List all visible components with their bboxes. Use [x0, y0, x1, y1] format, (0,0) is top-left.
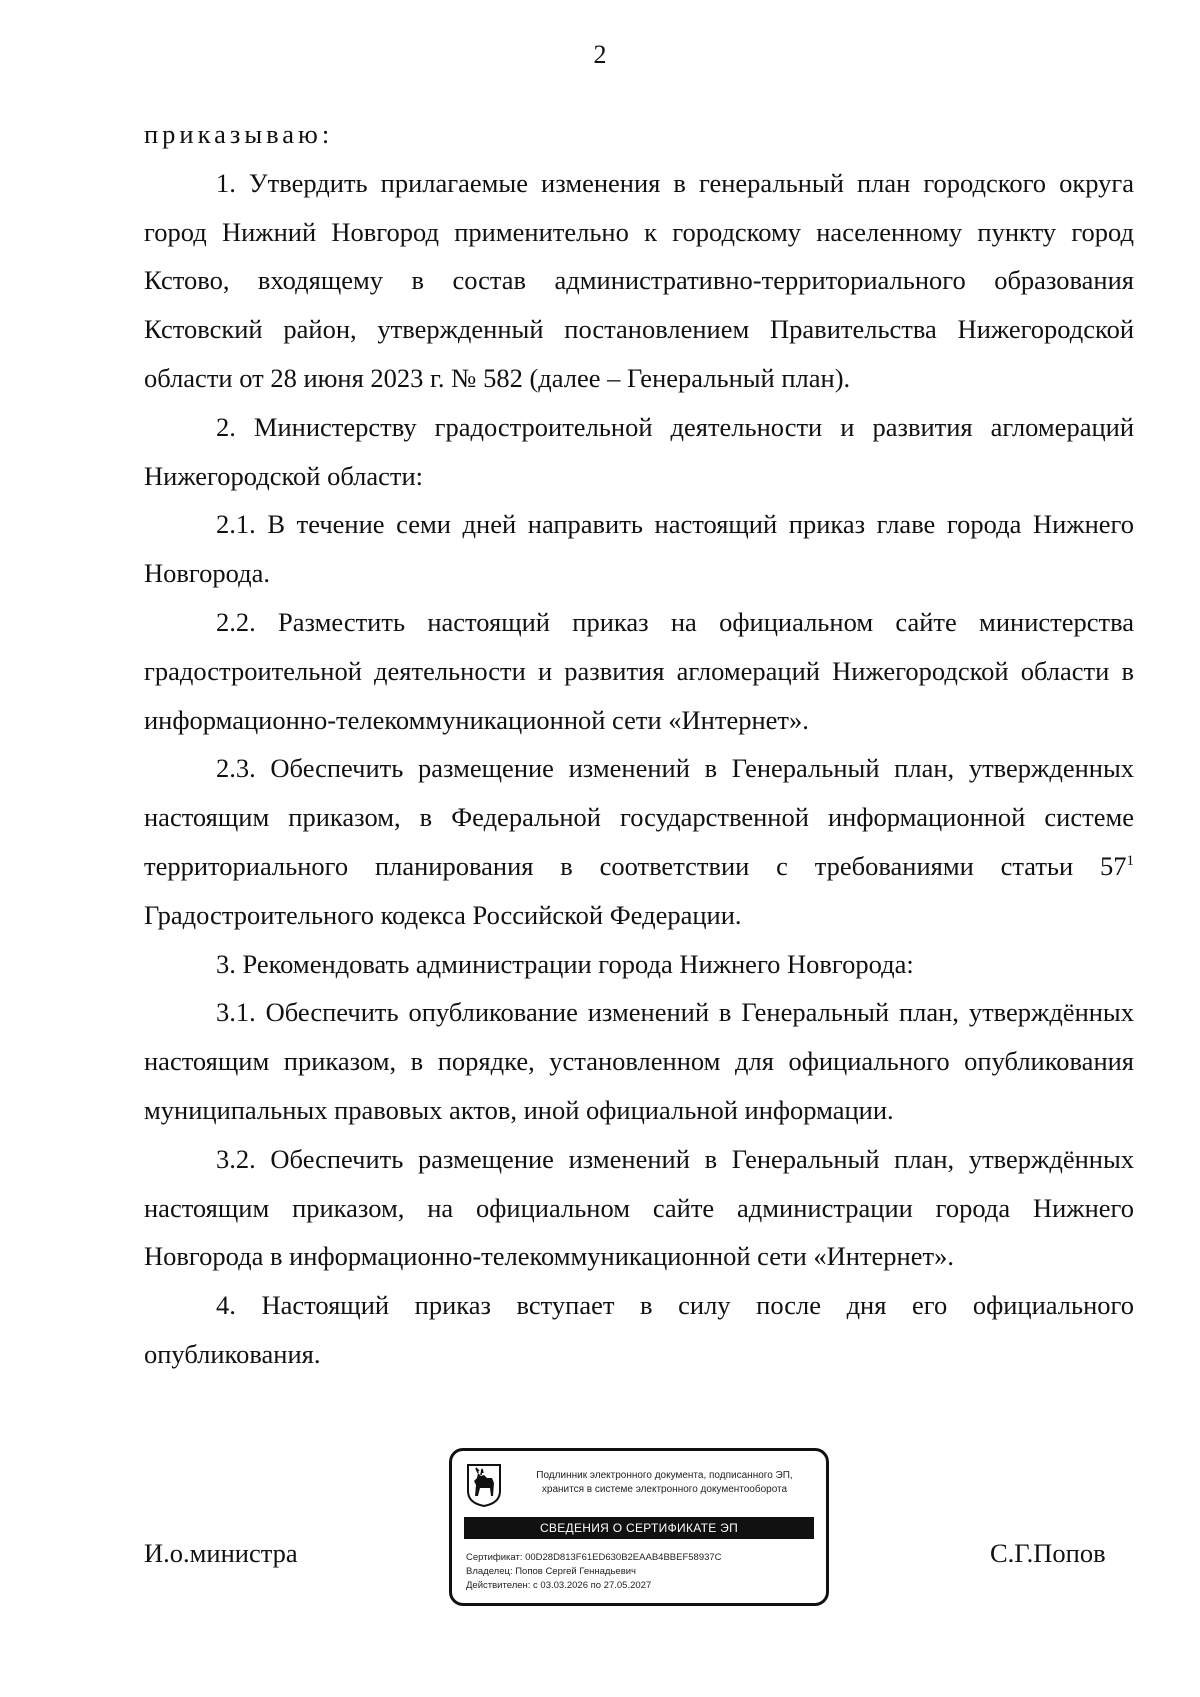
stamp-header-line: Подлинник электронного документа, подписанного ЭП,: [536, 1470, 793, 1481]
paragraph-3-2: 3.2. Обеспечить размещение изменений в Генеральный план, утверждённых настоящим приказом, на официальном сайте администрации города Нижнего Новгорода в информационно-телекоммуникационной сети «Интернет».: [144, 1143, 1134, 1272]
stamp-details: [466, 1551, 816, 1593]
paragraph-3: 3. Рекомендовать администрации города Нижнего Новгорода:: [216, 948, 914, 979]
paragraph-2-3-tail: Градостроительного кодекса Российской Федерации.: [144, 899, 742, 930]
paragraph-1: 1. Утвердить прилагаемые изменения в генеральный план городского округа город Нижний Новгород применительно к городскому населенному пункту город Кстово, входящему в состав административно-территориального образования Кстовский район, утвержденный постановлением Правительства Нижегородской области от 28 июня 2023 г. № 582 (далее – Генеральный план).: [144, 167, 1134, 393]
paragraph-3-1: 3.1. Обеспечить опубликование изменений в Генеральный план, утверждённых настоящим приказом, в порядке, установленном для официального опубликования муниципальных правовых актов, иной официальной информации.: [144, 997, 1134, 1125]
page-number: 2: [593, 40, 607, 69]
coat-of-arms-icon: [466, 1463, 502, 1507]
paragraph-2-3: [144, 744, 1134, 939]
paragraph-2-2: 2.2. Разместить настоящий приказ на официальном сайте министерства градостроительной деятельности и развития агломераций Нижегородской области в информационно-телекоммуникационной сети «Интернет».: [144, 606, 1134, 735]
stamp-certificate: Сертификат: 00D28D813F61ED630B2EAAB4BBEF58937C: [466, 1552, 722, 1563]
article-superscript: 1: [1126, 852, 1134, 869]
signature-title: И.о.министра: [144, 1538, 298, 1568]
paragraph-2-1: 2.1. В течение семи дней направить настоящий приказ главе города Нижнего Новгорода.: [144, 509, 1134, 589]
lead-word: приказываю:: [144, 119, 334, 149]
electronic-signature-stamp: [449, 1448, 829, 1606]
signature-name: С.Г.Попов: [990, 1538, 1106, 1568]
stamp-owner: Владелец: Попов Сергей Геннадьевич: [466, 1566, 637, 1577]
stamp-title-bar: СВЕДЕНИЯ О СЕРТИФИКАТЕ ЭП: [464, 1517, 814, 1539]
stamp-validity: Действителен: с 03.03.2026 по 27.05.2027: [466, 1580, 652, 1591]
stamp-header: [512, 1469, 817, 1497]
paragraph-2: 2. Министерству градостроительной деятельности и развития агломераций Нижегородской области:: [144, 411, 1134, 491]
document-body: [144, 110, 1134, 1379]
stamp-header-line: хранится в системе электронного документооборота: [541, 1484, 788, 1495]
paragraph-2-3-text: 2.3. Обеспечить размещение изменений в Генеральный план, утвержденных настоящим приказом, в Федеральной государственной информационной системе территориального планирования в соответствии с требованиями статьи 57: [144, 753, 1134, 881]
paragraph-4: 4. Настоящий приказ вступает в силу после дня его официального опубликования.: [144, 1290, 1134, 1369]
